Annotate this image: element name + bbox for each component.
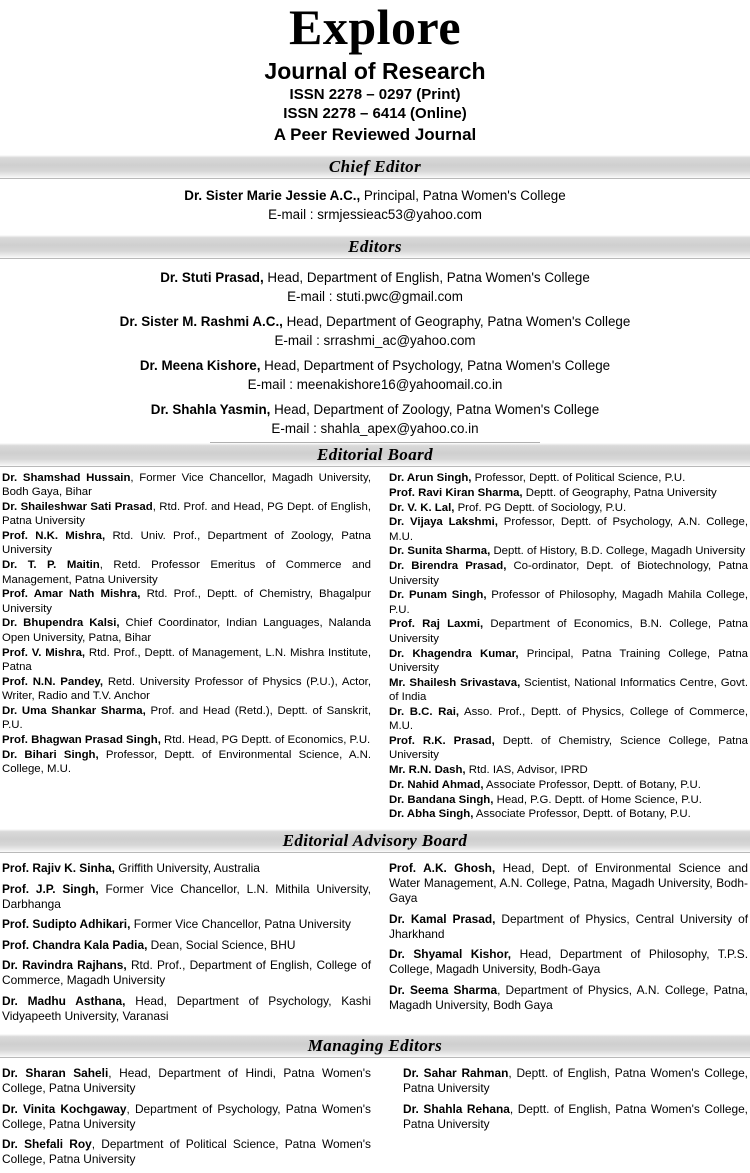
- managing-editors-right-column: [375, 1066, 750, 1137]
- member-affiliation: , Department of Psychology, Patna Women's College, Patna University: [2, 1101, 371, 1131]
- section-header-chief-editor: [0, 155, 750, 179]
- member-name: Mr. Shailesh Srivastava,: [389, 676, 521, 689]
- editor-entry: [0, 313, 750, 350]
- member-name: Dr. Shamshad Hussain: [2, 472, 131, 484]
- advisory-member: [389, 983, 748, 1013]
- managing-editors-columns: [0, 1058, 750, 1173]
- member-name: Prof. N.N. Pandey,: [2, 675, 104, 688]
- member-affiliation: Professor, Deptt. of Environmental Science, A.N. College, M.U.: [2, 748, 371, 775]
- managing-editor: [2, 1066, 371, 1096]
- journal-title: Explore: [288, 0, 462, 55]
- member-affiliation: Principal, Patna Training College, Patna University: [389, 647, 748, 674]
- issn-online: ISSN 2278 – 6414 (Online): [283, 105, 467, 122]
- board-member: [389, 515, 748, 544]
- chief-editor-entry: [0, 187, 750, 205]
- editor-entry: [0, 401, 750, 438]
- member-affiliation: Professor, Deptt. of Political Science, P.U.: [471, 472, 686, 484]
- member-affiliation: Professor of Philosophy, Magadh Mahila College, P.U.: [389, 589, 748, 616]
- member-name: Dr. T. P. Maitin: [2, 559, 100, 572]
- chief-editor-block: [0, 179, 750, 224]
- member-affiliation: Department of Physics, Central University of Jharkhand: [389, 911, 749, 941]
- member-name: Prof. Bhagwan Prasad Singh,: [2, 733, 161, 746]
- member-name: Dr. Ravindra Rajhans,: [2, 958, 127, 973]
- section-title: Editorial Board: [316, 444, 434, 464]
- member-name: Dr. Shaileshwar Sati Prasad: [2, 501, 153, 514]
- advisory-member: [2, 917, 371, 932]
- advisory-member: [2, 938, 371, 953]
- member-affiliation: Prof. PG Deptt. of Sociology, P.U.: [454, 501, 627, 514]
- editor-name: Dr. Meena Kishore,: [139, 358, 261, 373]
- member-name: Dr. Madhu Asthana,: [2, 993, 126, 1008]
- editor-name: Dr. Shahla Yasmin,: [150, 402, 271, 417]
- member-affiliation: , Department of Physics, A.N. College, Patna, Magadh University, Bodh Gaya: [389, 982, 748, 1012]
- member-affiliation: Asso. Prof., Deptt. of Physics, College of Commerce, M.U.: [389, 705, 749, 733]
- member-affiliation: Prof. and Head (Retd.), Deptt. of Sanskrit, P.U.: [2, 704, 371, 732]
- editor-affiliation: Head, Department of Psychology, Patna Women's College: [260, 358, 611, 373]
- board-member: [2, 587, 371, 616]
- section-title: Managing Editors: [307, 1035, 443, 1055]
- managing-editor: [403, 1102, 748, 1132]
- editor-email: E-mail : meenakishore16@yahoomail.co.in: [247, 377, 503, 392]
- section-title: Chief Editor: [328, 156, 422, 176]
- advisory-member: [389, 947, 748, 977]
- editor-affiliation: Head, Department of English, Patna Women's College: [263, 270, 590, 285]
- board-member: [2, 500, 371, 529]
- advisory-board-left-column: [0, 861, 375, 1029]
- member-affiliation: Rtd. IAS, Advisor, IPRD: [465, 763, 588, 776]
- member-affiliation: Rtd. Head, PG Deptt. of Economics, P.U.: [160, 733, 371, 746]
- member-name: Prof. Rajiv K. Sinha,: [2, 861, 115, 876]
- chief-editor-name: Dr. Sister Marie Jessie A.C.,: [184, 188, 361, 203]
- member-affiliation: , Head, Department of Hindi, Patna Women's College, Patna University: [2, 1066, 372, 1096]
- member-affiliation: , Former Vice Chancellor, Magadh University, Bodh Gaya, Bihar: [2, 472, 371, 499]
- member-name: Dr. V. K. Lal,: [389, 501, 455, 514]
- board-member: [389, 793, 748, 807]
- board-member: [389, 559, 748, 588]
- member-name: Prof. Amar Nath Mishra,: [2, 588, 141, 601]
- peer-reviewed-label: A Peer Reviewed Journal: [273, 125, 477, 144]
- member-affiliation: Department of Economics, B.N. College, Patna University: [389, 618, 748, 645]
- section-header-editorial-advisory-board: [0, 829, 750, 853]
- member-name: Prof. Chandra Kala Padia,: [2, 937, 148, 952]
- section-title: Editors: [348, 236, 402, 256]
- editor-entry: [0, 269, 750, 306]
- editor-entry: [0, 357, 750, 394]
- member-affiliation: Head, Department of Philosophy, T.P.S. College, Magadh University, Bodh-Gaya: [389, 947, 748, 977]
- board-member: [2, 704, 371, 733]
- board-member: [2, 471, 371, 500]
- editor-email: E-mail : stuti.pwc@gmail.com: [287, 289, 463, 304]
- chief-editor-affiliation: Principal, Patna Women's College: [360, 188, 566, 203]
- member-affiliation: Griffith University, Australia: [114, 861, 260, 876]
- managing-editor: [2, 1102, 371, 1132]
- member-affiliation: Retd. University Professor of Physics (P.U.), Actor, Writer, Radio and T.V. Anchor: [2, 675, 371, 702]
- board-member: [389, 647, 748, 676]
- member-name: Prof. A.K. Ghosh,: [389, 861, 496, 876]
- member-name: Dr. Sunita Sharma,: [389, 545, 491, 558]
- member-name: Prof. N.K. Mishra,: [2, 530, 106, 543]
- member-name: Dr. Bihari Singh,: [2, 748, 99, 761]
- editorial-board-left-column: [0, 471, 375, 777]
- board-member: [2, 675, 371, 704]
- board-member: [2, 529, 371, 558]
- managing-editors-left-column: [0, 1066, 375, 1173]
- member-name: Dr. Kamal Prasad,: [389, 911, 496, 926]
- editor-email: E-mail : shahla_apex@yahoo.co.in: [271, 421, 479, 436]
- member-affiliation: Former Vice Chancellor, L.N. Mithila University, Darbhanga: [2, 881, 372, 911]
- advisory-board-right-column: [375, 861, 750, 1018]
- advisory-member: [389, 912, 748, 942]
- member-affiliation: , Rtd. Prof. and Head, PG Dept. of English, Patna University: [2, 501, 371, 528]
- member-name: Prof. Sudipto Adhikari,: [2, 917, 131, 932]
- member-affiliation: , Deptt. of English, Patna Women's College, Patna University: [403, 1066, 748, 1096]
- member-name: Dr. Nahid Ahmad,: [389, 778, 484, 791]
- advisory-member: [2, 882, 371, 912]
- member-name: Mr. R.N. Dash,: [389, 763, 466, 776]
- board-member: [389, 486, 748, 500]
- board-member: [389, 588, 748, 617]
- chief-editor-email: E-mail : srmjessieac53@yahoo.com: [268, 207, 482, 222]
- board-member: [389, 544, 748, 558]
- section-header-managing-editors: [0, 1034, 750, 1058]
- advisory-member: [389, 861, 748, 906]
- editor-affiliation: Head, Department of Zoology, Patna Women's College: [270, 402, 600, 417]
- advisory-member: [2, 994, 371, 1024]
- member-name: Prof. V. Mishra,: [2, 646, 86, 659]
- member-name: Dr. B.C. Rai,: [389, 705, 460, 718]
- member-affiliation: Deptt. of History, B.D. College, Magadh University: [490, 545, 746, 558]
- board-member: [2, 616, 371, 645]
- member-affiliation: Co-ordinator, Dept. of Biotechnology, Patna University: [389, 560, 748, 587]
- member-affiliation: , Department of Political Science, Patna Women's College, Patna University: [2, 1137, 371, 1167]
- member-affiliation: Rtd. Prof., Deptt. of Chemistry, Bhagalpur University: [2, 588, 371, 615]
- section-header-editorial-board: [0, 443, 750, 467]
- board-member: [2, 733, 371, 747]
- member-name: Dr. Khagendra Kumar,: [389, 647, 519, 660]
- member-affiliation: Former Vice Chancellor, Patna University: [130, 917, 351, 932]
- member-name: Dr. Sahar Rahman: [403, 1066, 509, 1081]
- advisory-member: [2, 958, 371, 988]
- member-affiliation: , Deptt. of English, Patna Women's College, Patna University: [403, 1101, 748, 1131]
- member-name: Dr. Seema Sharma: [389, 982, 498, 997]
- member-name: Prof. R.K. Prasad,: [389, 734, 495, 747]
- member-name: Prof. Ravi Kiran Sharma,: [389, 486, 523, 499]
- board-member: [389, 471, 748, 485]
- board-member: [389, 705, 748, 734]
- masthead: [0, 0, 750, 146]
- editor-affiliation: Head, Department of Geography, Patna Women's College: [282, 314, 631, 329]
- board-member: [389, 501, 748, 515]
- member-name: Dr. Punam Singh,: [389, 589, 487, 602]
- advisory-member: [2, 861, 371, 876]
- board-member: [389, 778, 748, 792]
- board-member: [389, 734, 748, 763]
- member-affiliation: Head, Department of Psychology, Kashi Vidyapeeth University, Varanasi: [2, 993, 371, 1023]
- member-name: Dr. Birendra Prasad,: [389, 560, 507, 573]
- member-name: Dr. Bhupendra Kalsi,: [2, 617, 120, 630]
- member-affiliation: Associate Professor, Deptt. of Botany, P.U.: [473, 808, 691, 821]
- board-member: [389, 676, 748, 705]
- member-name: Dr. Sharan Saheli: [2, 1066, 109, 1081]
- editor-email: E-mail : srrashmi_ac@yahoo.com: [274, 333, 476, 348]
- member-name: Dr. Arun Singh,: [389, 472, 472, 484]
- member-name: Dr. Vijaya Lakshmi,: [389, 516, 498, 529]
- board-member: [2, 558, 371, 587]
- editorial-board-columns: [0, 467, 750, 822]
- member-affiliation: Scientist, National Informatics Centre, Govt. of India: [389, 676, 749, 703]
- member-name: Dr. Abha Singh,: [389, 808, 474, 821]
- editorial-board-right-column: [375, 471, 750, 822]
- member-affiliation: Head, P.G. Deptt. of Home Science, P.U.: [493, 793, 702, 806]
- managing-editor: [403, 1066, 748, 1096]
- member-affiliation: , Retd. Professor Emeritus of Commerce and Management, Patna University: [2, 559, 372, 586]
- member-affiliation: Head, Dept. of Environmental Science and Water Management, A.N. College, Patna, Magadh University, Bodh-Gaya: [389, 861, 748, 906]
- board-member: [2, 748, 371, 777]
- board-member: [389, 617, 748, 646]
- member-name: Dr. Shyamal Kishor,: [389, 947, 512, 962]
- issn-print: ISSN 2278 – 0297 (Print): [289, 86, 461, 103]
- board-member: [389, 763, 748, 777]
- member-affiliation: Rtd. Prof., Department of English, College of Commerce, Magadh University: [2, 958, 371, 988]
- editor-name: Dr. Stuti Prasad,: [160, 270, 264, 285]
- section-title: Editorial Advisory Board: [282, 830, 468, 850]
- member-name: Dr. Bandana Singh,: [389, 793, 494, 806]
- member-affiliation: Chief Coordinator, Indian Languages, Nalanda Open University, Patna, Bihar: [2, 617, 371, 644]
- managing-editor: [2, 1137, 371, 1167]
- member-affiliation: Professor, Deptt. of Psychology, A.N. College, M.U.: [389, 516, 748, 543]
- member-name: Dr. Shefali Roy: [2, 1137, 92, 1152]
- section-header-editors: [0, 235, 750, 259]
- member-name: Prof. Raj Laxmi,: [389, 618, 484, 631]
- journal-subtitle: Journal of Research: [264, 58, 486, 84]
- member-affiliation: Deptt. of Chemistry, Science College, Patna University: [389, 734, 748, 762]
- member-name: Dr. Shahla Rehana: [403, 1101, 510, 1116]
- board-member: [389, 807, 748, 821]
- board-member: [2, 646, 371, 675]
- member-name: Dr. Uma Shankar Sharma,: [2, 704, 146, 717]
- member-affiliation: Deptt. of Geography, Patna University: [522, 486, 717, 499]
- editors-block: [0, 259, 750, 438]
- member-name: Prof. J.P. Singh,: [2, 881, 99, 896]
- member-affiliation: Rtd. Prof., Deptt. of Management, L.N. Mishra Institute, Patna: [2, 646, 371, 673]
- member-affiliation: Dean, Social Science, BHU: [147, 937, 296, 952]
- member-affiliation: Associate Professor, Deptt. of Botany, P.U.: [483, 778, 701, 791]
- member-affiliation: Rtd. Univ. Prof., Department of Zoology, Patna University: [2, 530, 371, 557]
- editorial-advisory-board-columns: [0, 853, 750, 1029]
- member-name: Dr. Vinita Kochgaway: [2, 1101, 127, 1116]
- editor-name: Dr. Sister M. Rashmi A.C.,: [119, 314, 283, 329]
